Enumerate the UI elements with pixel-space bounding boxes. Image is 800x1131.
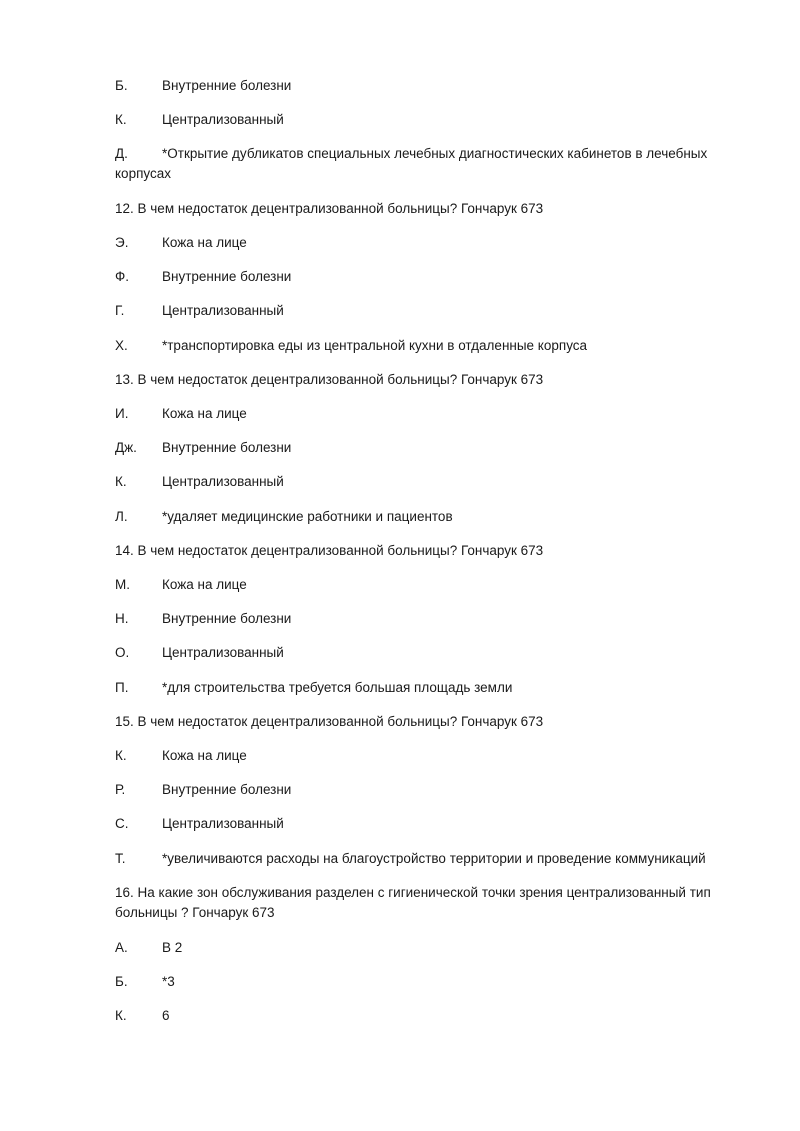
option-text: Централизованный bbox=[162, 474, 284, 489]
option-letter: Н. bbox=[115, 611, 129, 626]
question-text bbox=[115, 883, 725, 923]
option-text: Централизованный bbox=[162, 645, 284, 660]
option-text: Кожа на лице bbox=[162, 577, 247, 592]
option-letter: Л. bbox=[115, 509, 128, 524]
question-text-continuation: больницы ? Гончарук 673 bbox=[115, 905, 275, 920]
option-text: *для строительства требуется большая площадь земли bbox=[162, 680, 513, 695]
option-letter: К. bbox=[115, 474, 127, 489]
option-text: *3 bbox=[162, 974, 175, 989]
option-letter: С. bbox=[115, 816, 129, 831]
option-text: Внутренние болезни bbox=[162, 78, 292, 93]
option-text: *увеличиваются расходы на благоустройство территории и проведение коммуникаций bbox=[162, 851, 706, 866]
option-letter: Т. bbox=[115, 851, 126, 866]
option-text: Кожа на лице bbox=[162, 748, 247, 763]
option-letter: Э. bbox=[115, 235, 129, 250]
question-text: 15. В чем недостаток децентрализованной больницы? Гончарук 673 bbox=[115, 714, 544, 729]
option-letter: О. bbox=[115, 645, 130, 660]
option-letter: К. bbox=[115, 112, 127, 127]
option-text: Кожа на лице bbox=[162, 406, 247, 421]
option-text: Внутренние болезни bbox=[162, 269, 292, 284]
option-text: *удаляет медицинские работники и пациентов bbox=[162, 509, 453, 524]
option-text: Внутренние болезни bbox=[162, 782, 292, 797]
option-text-continuation: корпусах bbox=[115, 166, 171, 181]
option-text: Внутренние болезни bbox=[162, 611, 292, 626]
question-text: 12. В чем недостаток децентрализованной больницы? Гончарук 673 bbox=[115, 201, 544, 216]
question-text: 13. В чем недостаток децентрализованной больницы? Гончарук 673 bbox=[115, 372, 544, 387]
option-text: Централизованный bbox=[162, 816, 284, 831]
option-letter: Б. bbox=[115, 78, 128, 93]
option-text: В 2 bbox=[162, 940, 183, 955]
option-text: *транспортировка еды из центральной кухни в отдаленные корпуса bbox=[162, 338, 588, 353]
option-letter: К. bbox=[115, 748, 127, 763]
option-letter: П. bbox=[115, 680, 129, 695]
option-letter: Г. bbox=[115, 303, 125, 318]
option-letter: И. bbox=[115, 406, 129, 421]
answer-option bbox=[115, 144, 725, 184]
option-text: Внутренние болезни bbox=[162, 440, 292, 455]
question-text-line: 16. На какие зон обслуживания разделен с гигиенической точки зрения централизованный тип bbox=[115, 885, 711, 900]
option-letter: Дж. bbox=[115, 440, 137, 455]
option-text: Кожа на лице bbox=[162, 235, 247, 250]
option-text: *Открытие дубликатов специальных лечебных диагностических кабинетов в лечебных bbox=[162, 146, 708, 161]
option-text: 6 bbox=[162, 1008, 170, 1023]
option-letter: К. bbox=[115, 1008, 127, 1023]
option-letter: А. bbox=[115, 940, 128, 955]
option-letter: Д. bbox=[115, 146, 128, 161]
option-letter: Б. bbox=[115, 974, 128, 989]
question-text: 14. В чем недостаток децентрализованной больницы? Гончарук 673 bbox=[115, 543, 544, 558]
option-text: Централизованный bbox=[162, 112, 284, 127]
option-letter: Ф. bbox=[115, 269, 130, 284]
option-letter: М. bbox=[115, 577, 130, 592]
option-letter: Р. bbox=[115, 782, 126, 797]
option-text: Централизованный bbox=[162, 303, 284, 318]
option-letter: Х. bbox=[115, 338, 128, 353]
